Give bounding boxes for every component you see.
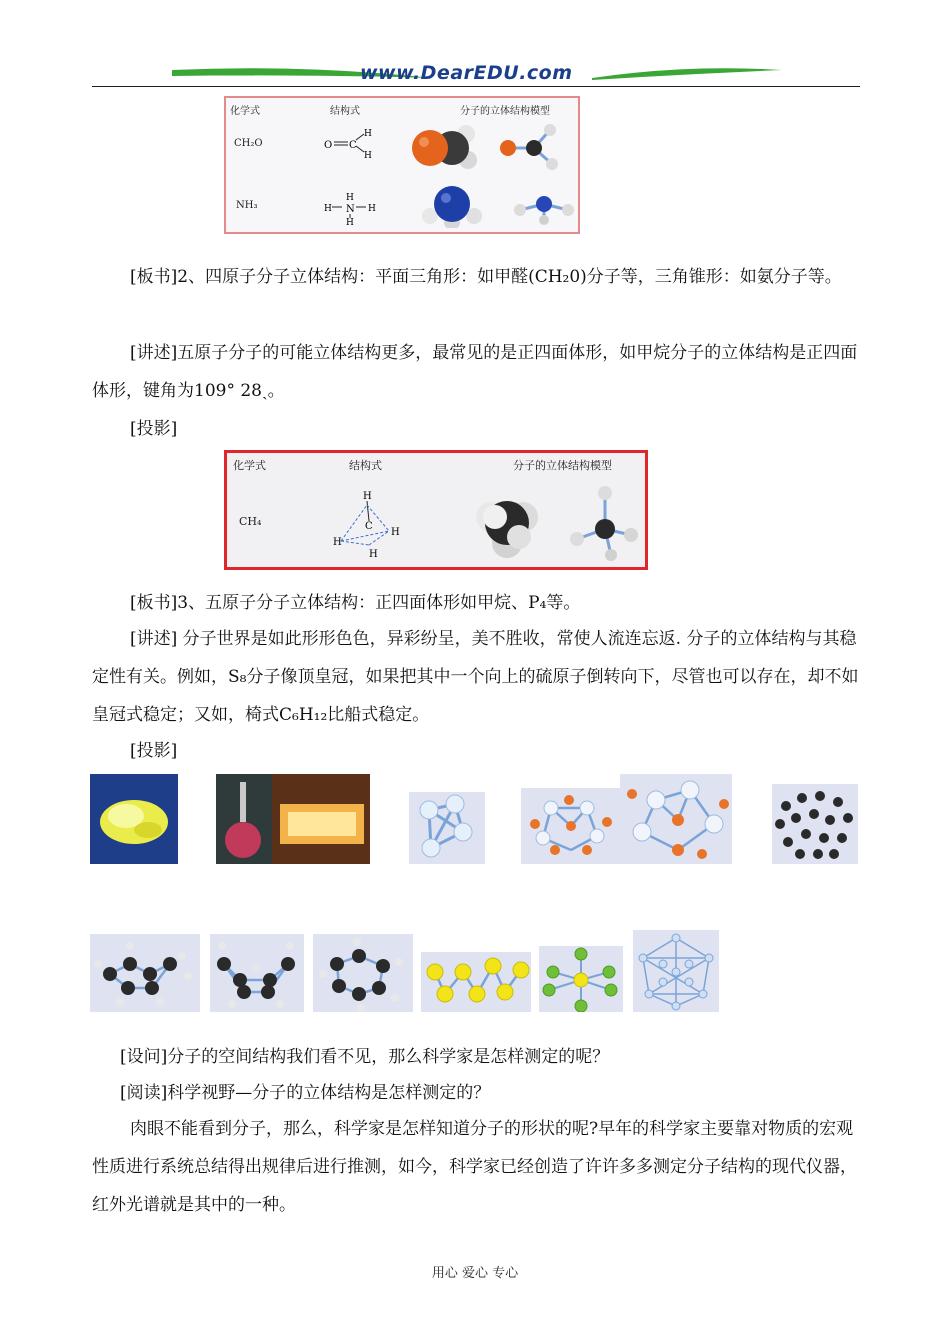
svg-text:H: H: [364, 129, 372, 139]
ch2o-ball-and-stick-model: [494, 120, 564, 176]
paragraph-board-note-2: [板书]2、四原子分子立体结构：平面三角形：如甲醛(CH₂0)分子等，三角锥形：如氨分子等。: [130, 267, 842, 287]
paragraph-projection-2: [投影]: [130, 741, 178, 761]
paragraph-lecture-1: [讲述]五原子分子的可能立体结构更多，最常见的是正四面体形，如甲烷分子的立体结构是正四面体形，键角为109° 28ˏ。: [92, 343, 858, 401]
col-header-model: 分子的立体结构模型: [513, 459, 612, 472]
ch4-ball-and-stick-model: [567, 483, 643, 563]
svg-text:H: H: [363, 491, 372, 502]
formula-nh3: NH₃: [236, 200, 258, 211]
model-cyclohexane-boat: [210, 934, 304, 1012]
svg-text:H: H: [346, 218, 354, 226]
svg-text:H: H: [368, 204, 376, 214]
model-carbon-cluster: [772, 784, 858, 864]
nh3-space-filling-model: [422, 182, 482, 228]
paragraph-question: [设问]分子的空间结构我们看不见，那么科学家是怎样测定的呢？: [120, 1047, 610, 1067]
model-p4-tetrahedron: [409, 792, 485, 864]
header-swoosh-right: [592, 64, 782, 84]
ch4-space-filling-model: [471, 487, 543, 561]
col-header-structure: 结构式: [349, 459, 382, 472]
photo-sulfur-powder: [90, 774, 178, 864]
page-footer: 用心 爱心 专心: [431, 1266, 519, 1281]
paragraph-projection-1: [投影]: [130, 419, 178, 439]
site-logo-text: www.DearEDU.com: [360, 62, 573, 84]
ch2o-space-filling-model: [410, 118, 482, 174]
svg-text:C: C: [365, 521, 373, 532]
model-cyclohexane-chair-2: [313, 934, 413, 1012]
paragraph-reading-body: 肉眼不能看到分子，那么，科学家是怎样知道分子的形状的呢?早年的科学家主要靠对物质的宏观性质进行系统总结得出规律后进行推测，如今，科学家已经创造了许许多多测定分子结构的现代仪器，红外光谱就是其中的一种。: [92, 1119, 857, 1215]
paragraph-reading: [阅读]科学视野—分子的立体结构是怎样测定的？: [120, 1083, 491, 1103]
svg-text:O: O: [324, 140, 333, 151]
model-p4o6: [521, 788, 621, 864]
header-rule: [92, 86, 860, 87]
model-p4o10: [620, 774, 732, 864]
col-header-formula: 化学式: [233, 459, 266, 472]
svg-text:H: H: [333, 537, 342, 548]
photo-lab-flask-and-furnace: [216, 774, 370, 864]
ch2o-structural-formula: [322, 126, 382, 160]
model-sulfur-chain: [421, 952, 531, 1012]
figure-molecule-table-1: [224, 96, 580, 234]
svg-text:H: H: [324, 204, 332, 214]
svg-text:C: C: [349, 140, 357, 151]
model-cyclohexane-chair-1: [90, 934, 200, 1012]
paragraph-board-note-3: [板书]3、五原子分子立体结构：正四面体形如甲烷、P₄等。: [130, 593, 581, 613]
paragraph-lecture-2: [讲述] 分子世界是如此形形色色，异彩纷呈，美不胜收，常使人流连忘返. 分子的立体结构与其稳定性有关。例如，S₈分子像顶皇冠，如果把其中一个向上的硫原子倒转向下，尽管也可以存在，却不如皇冠式稳定；又如，椅式C₆H₁₂比船式稳定。: [92, 629, 859, 725]
formula-ch4: CH₄: [239, 515, 262, 528]
col-header-structure: 结构式: [330, 106, 360, 117]
page-header: [92, 60, 860, 90]
col-header-formula: 化学式: [230, 106, 260, 117]
nh3-structural-formula: [322, 190, 382, 226]
ch4-structural-formula: [331, 487, 403, 559]
svg-text:H: H: [369, 549, 378, 559]
model-b12-icosahedron: [633, 930, 719, 1012]
nh3-ball-and-stick-model: [510, 188, 576, 228]
svg-text:H: H: [346, 193, 354, 203]
col-header-model: 分子的立体结构模型: [460, 106, 550, 117]
formula-ch2o: CH₂O: [234, 138, 263, 149]
svg-text:H: H: [364, 151, 372, 160]
figure-methane-table: [224, 450, 648, 570]
svg-text:N: N: [346, 204, 355, 215]
model-sf6: [539, 946, 623, 1012]
svg-text:H: H: [391, 527, 400, 538]
